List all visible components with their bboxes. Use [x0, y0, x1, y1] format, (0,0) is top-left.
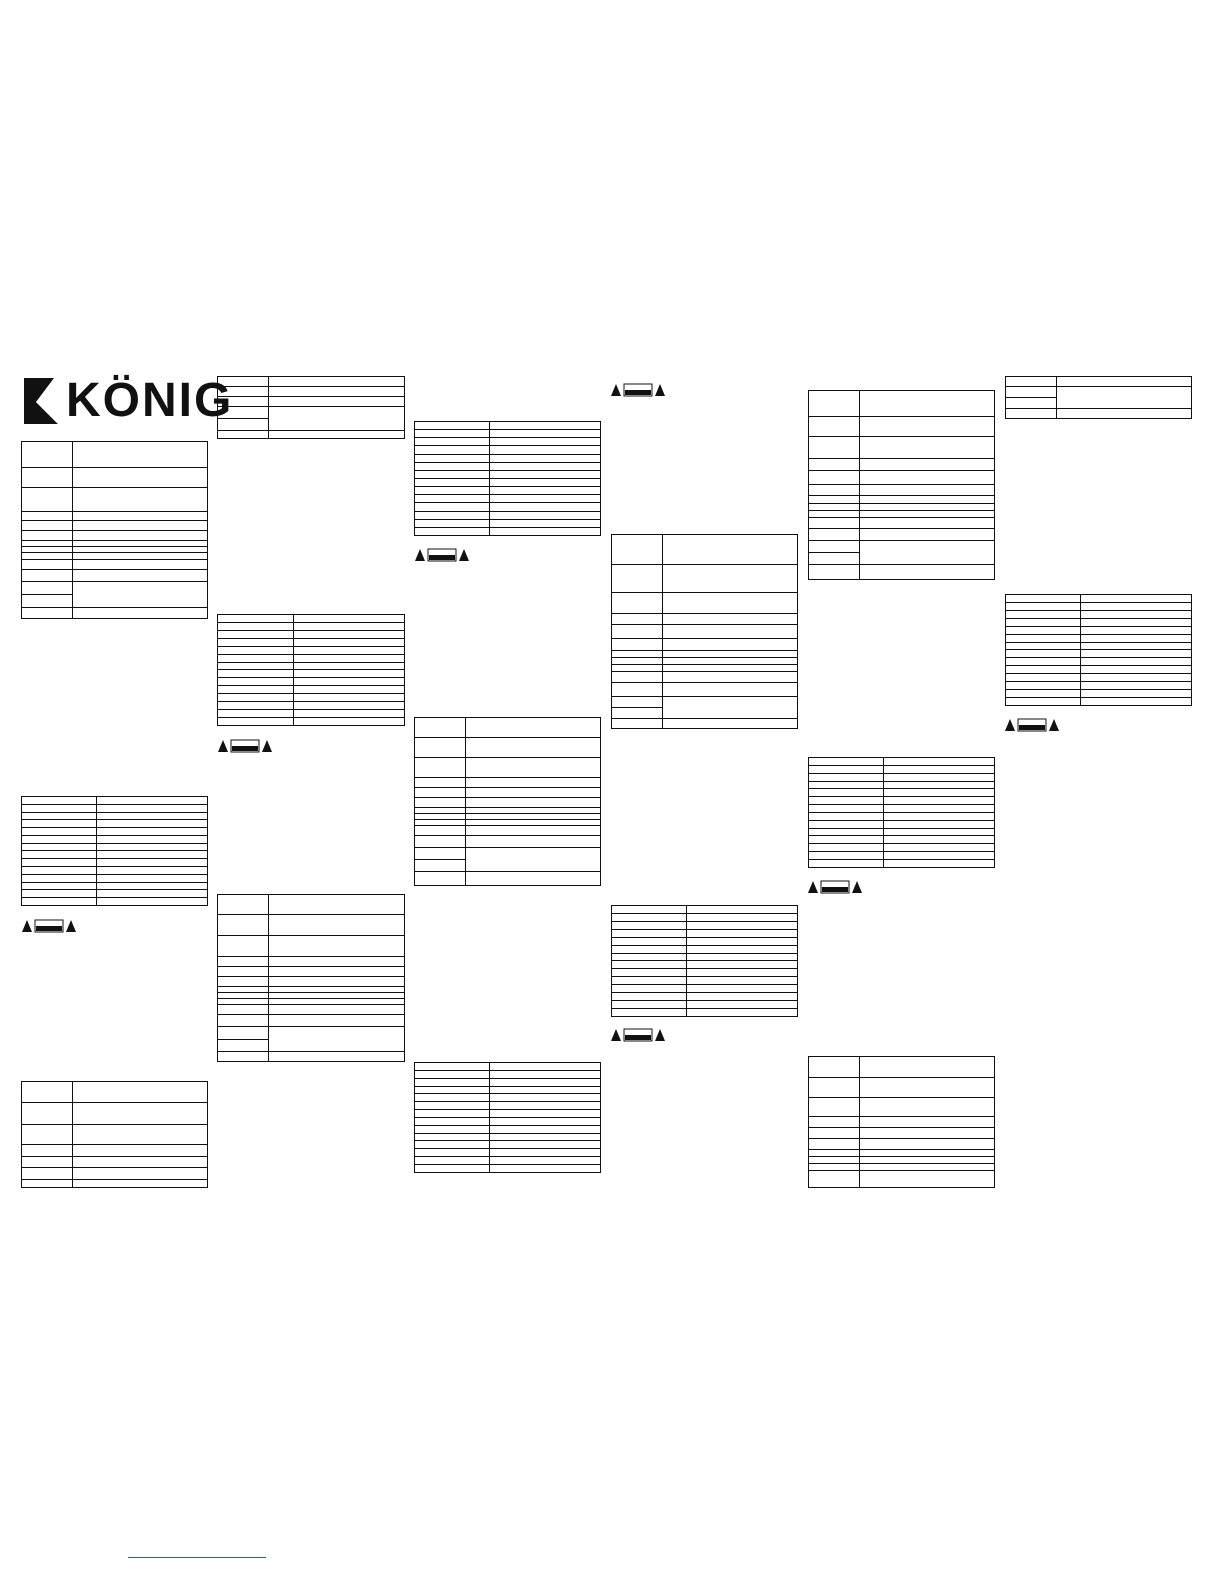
caution-label — [217, 739, 273, 753]
spec-table — [21, 441, 208, 619]
spec-table — [808, 390, 995, 580]
spec-table — [21, 1081, 208, 1188]
spec-table — [217, 894, 405, 1062]
spec-table — [414, 421, 601, 536]
spec-table — [1005, 594, 1192, 706]
caution-label — [21, 919, 77, 933]
caution-label — [610, 383, 666, 397]
konig-logo — [22, 374, 234, 427]
footer-link[interactable] — [128, 1557, 266, 1558]
caution-label — [807, 880, 863, 894]
spec-table — [808, 757, 995, 868]
spec-table — [414, 1062, 601, 1173]
spec-table — [1005, 376, 1192, 419]
spec-table — [217, 376, 405, 439]
caution-label — [414, 548, 470, 562]
spec-table — [217, 614, 405, 726]
caution-label — [1004, 718, 1060, 732]
spec-table — [21, 796, 208, 906]
brand-name: KÖNIG — [66, 374, 234, 427]
spec-table — [611, 534, 798, 729]
caution-label — [610, 1028, 666, 1042]
spec-table — [414, 717, 601, 886]
spec-table — [808, 1056, 995, 1188]
spec-table — [611, 905, 798, 1017]
